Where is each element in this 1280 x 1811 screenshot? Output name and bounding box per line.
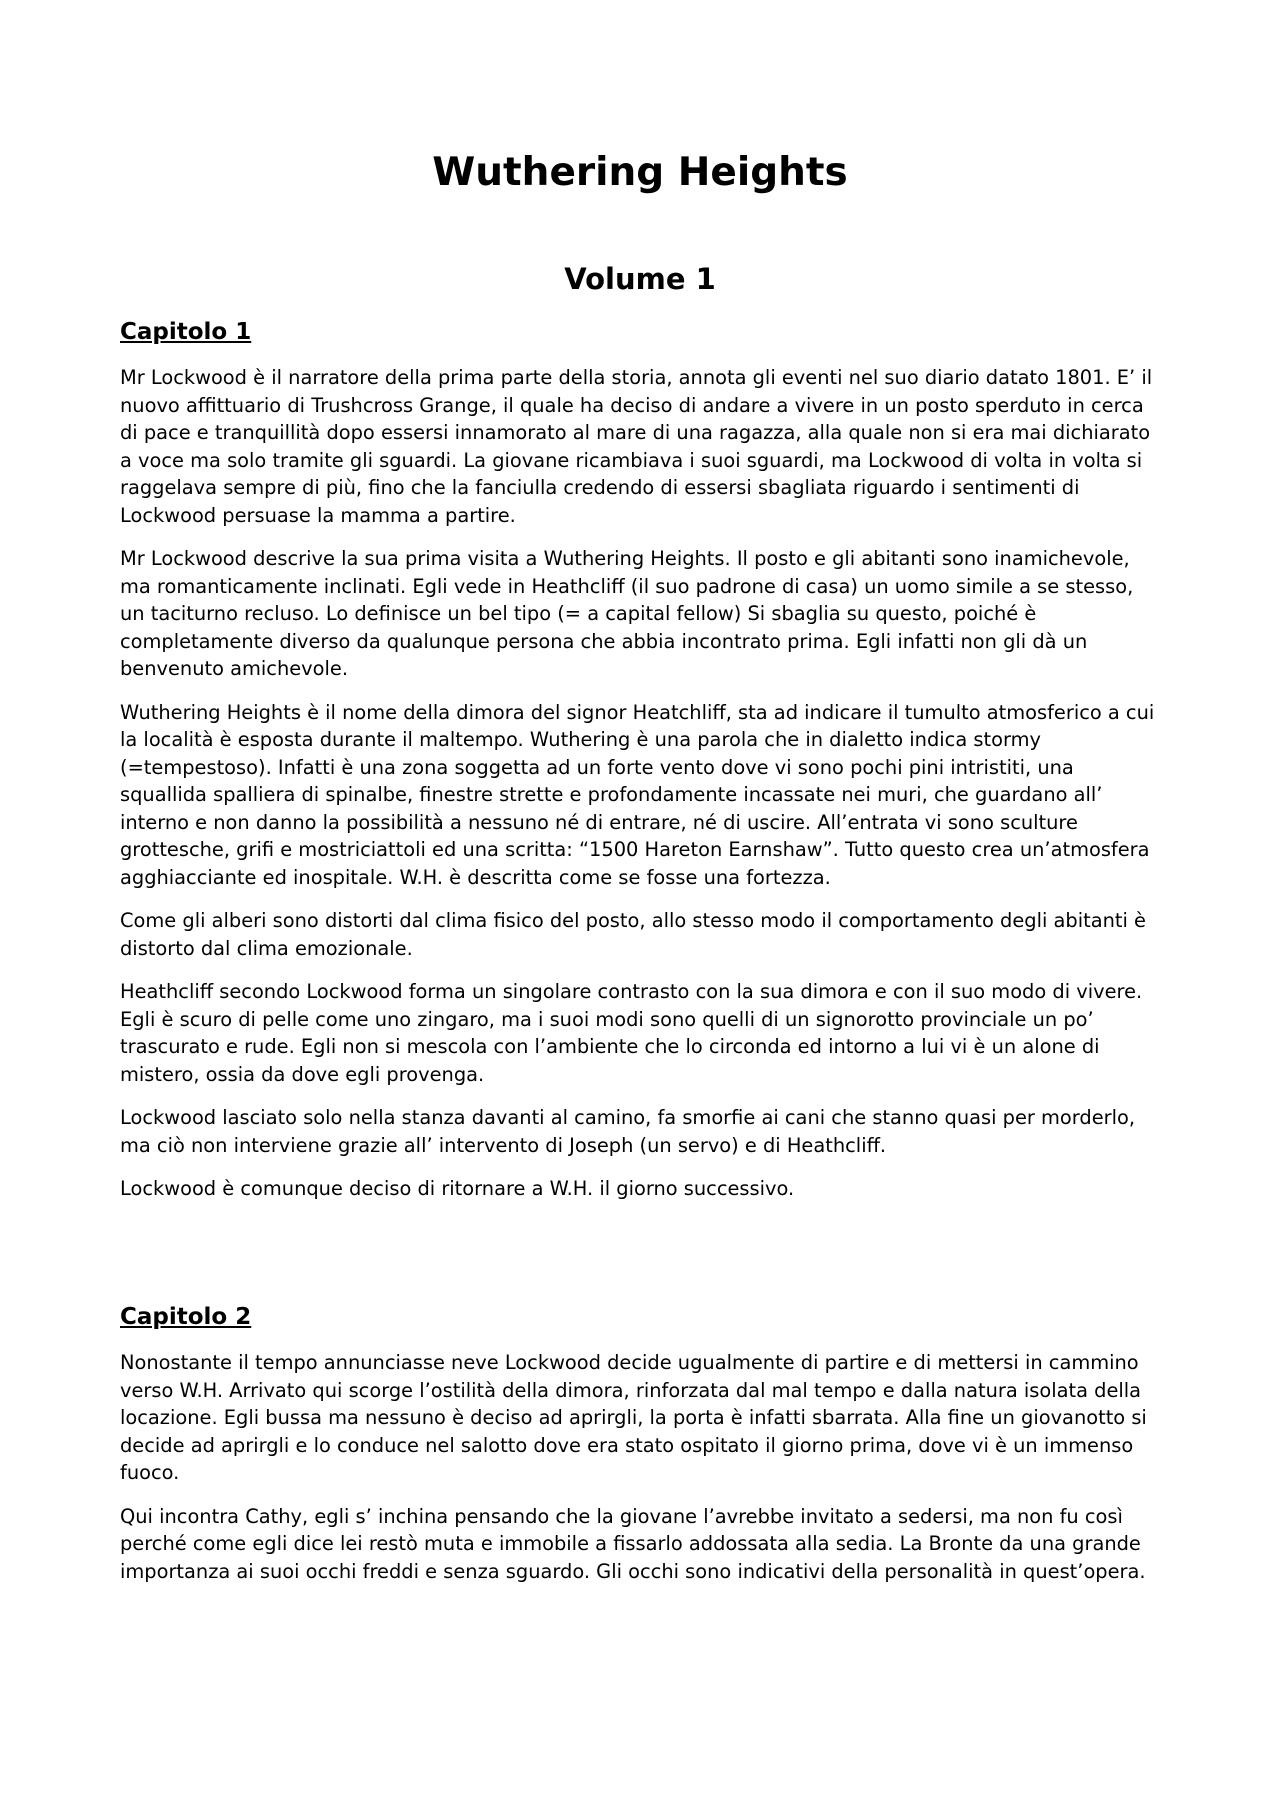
volume-title: Volume 1	[564, 262, 716, 296]
chapter-2	[120, 1302, 1160, 1601]
paragraph: Mr Lockwood è il narratore della prima parte della storia, annota gli eventi nel suo diario datato 1801. E’ il nuovo affittuario di Trushcross Grange, il quale ha deciso di andare a vivere in un posto sperduto in cerca di pace e tranquillità dopo essersi innamorato al mare di una ragazza, alla quale non si era mai dichiarato a voce ma solo tramite gli sguardi. La giovane ricambiava i suoi sguardi, ma Lockwood di volta in volta si raggelava sempre di più, fino che la fanciulla credendo di essersi sbagliata riguardo i sentimenti di Lockwood persuase la mamma a partire.	[120, 366, 1153, 527]
chapter-heading: Capitolo 1	[120, 319, 252, 345]
paragraph: Qui incontra Cathy, egli s’ inchina pensando che la giovane l’avrebbe invitato a sedersi, ma non fu così perché come egli dice lei restò muta e immobile a fissarlo addossata alla sedia. La Bronte da una grande importanza ai suoi occhi freddi e senza sguardo. Gli occhi sono indicativi della personalità in quest’opera.	[120, 1504, 1146, 1583]
paragraph: Wuthering Heights è il nome della dimora del signor Heatchliff, sta ad indicare il tumulto atmosferico a cui la località è esposta durante il maltempo. Wuthering è una parola che in dialetto indica stormy (=tempestoso). Infatti è una zona soggetta ad un forte vento dove vi sono pochi pini intristiti, una squallida spalliera di spinalbe, finestre strette e profondamente incassate nei muri, che guardano all’ interno e non danno la possibilità a nessuno né di entrare, né di uscire. All’entrata vi sono sculture grottesche, grifi e mostriciattoli ed una scritta: “1500 Hareton Earnshaw”. Tutto questo crea un’atmosfera agghiacciante ed inospitale. W.H. è descritta come se fosse una fortezza.	[120, 700, 1155, 889]
paragraph: Nonostante il tempo annunciasse neve Lockwood decide ugualmente di partire e di mettersi in cammino verso W.H. Arrivato qui scorge l’ostilità della dimora, rinforzata dal mal tempo e dalla natura isolata della locazione. Egli bussa ma nessuno è deciso ad aprirgli, la porta è infatti sbarrata. Alla fine un giovanotto si decide ad aprirgli e lo conduce nel salotto dove era stato ospitato il giorno prima, dove vi è un immenso fuoco.	[120, 1351, 1147, 1484]
paragraph: Mr Lockwood descrive la sua prima visita a Wuthering Heights. Il posto e gli abitanti sono inamichevole, ma romanticamente inclinati. Egli vede in Heathcliff (il suo padrone di casa) un uomo simile a se stesso, un taciturno recluso. Lo definisce un bel tipo (= a capital fellow) Si sbaglia su questo, poiché è completamente diverso da qualunque persona che abbia incontrato prima. Egli infatti non gli dà un benvenuto amichevole.	[120, 547, 1134, 680]
paragraph: Lockwood lasciato solo nella stanza davanti al camino, fa smorfie ai cani che stanno quasi per morderlo, ma ciò non interviene grazie all’ intervento di Joseph (un servo) e di Heathcliff.	[120, 1106, 1136, 1157]
paragraph: Heathcliff secondo Lockwood forma un singolare contrasto con la sua dimora e con il suo modo di vivere. Egli è scuro di pelle come uno zingaro, ma i suoi modi sono quelli di un signorotto provinciale un po’ trascurato e rude. Egli non si mescola con l’ambiente che lo circonda ed intorno a lui vi è un alone di mistero, ossia da dove egli provenga.	[120, 980, 1143, 1086]
document-title: Wuthering Heights	[432, 150, 848, 195]
paragraph: Come gli alberi sono distorti dal clima fisico del posto, allo stesso modo il comportamento degli abitanti è distorto dal clima emozionale.	[120, 909, 1146, 960]
paragraph: Lockwood è comunque deciso di ritornare a W.H. il giorno successivo.	[120, 1177, 795, 1200]
chapter-1	[120, 317, 1160, 1219]
chapter-heading: Capitolo 2	[120, 1304, 252, 1330]
